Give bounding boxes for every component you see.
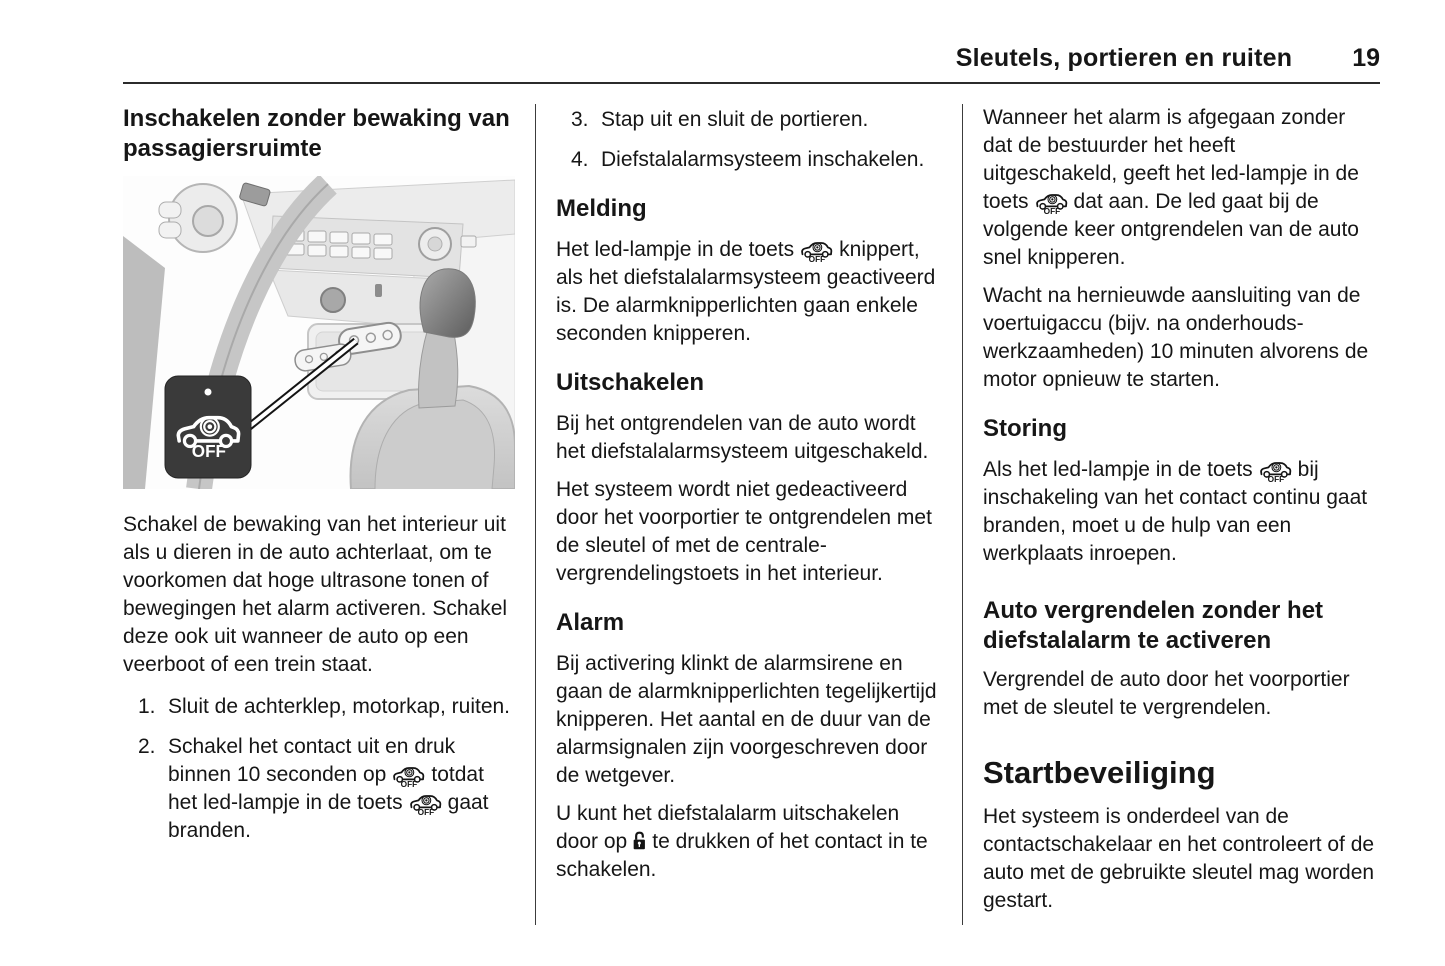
text-segment: te drukken of het contact in te schakelen. xyxy=(556,830,928,881)
car-alarm-off-icon xyxy=(1034,188,1069,215)
list-text: Diefstalalarmsysteem inschakelen. xyxy=(601,148,925,171)
list-text: Sluit de achterklep, motorkap, ruiten. xyxy=(168,695,511,718)
list-number: 1. xyxy=(138,695,156,718)
interior-illustration xyxy=(123,176,515,489)
header-rule xyxy=(123,82,1380,84)
car-alarm-off-icon xyxy=(391,761,426,788)
paragraph-alarm-1 xyxy=(556,650,942,790)
text-segment: Wacht na hernieuwde aansluiting van de voertuigaccu (bijv. na onderhoudswerkzaamheden) 10 minuten alvorens de motor opnieuw te starten. xyxy=(983,284,1369,391)
text-segment: U kunt het diefstalalarm uitschakelen door op xyxy=(556,802,900,853)
text-segment: totdat het led-lampje in de toets xyxy=(168,763,484,814)
alarm-off-button-callout xyxy=(165,376,251,478)
paragraph-uitschakelen-1 xyxy=(556,410,942,466)
gear-knob xyxy=(420,269,475,338)
paragraph-startbeveiliging xyxy=(983,803,1375,915)
text-segment: Bij activering klinkt de alarmsirene en gaan de alarmknipperlichten tegelijkertijd knipperen. Het aantal en de duur van de alarmsignalen zijn voorgeschreven door de wetgever. xyxy=(556,652,937,787)
console-knob xyxy=(321,288,345,312)
page-number: 19 xyxy=(1352,44,1380,72)
wheel-button-upper xyxy=(159,202,181,218)
column-right xyxy=(983,104,1375,925)
subheading-melding: Melding xyxy=(556,195,647,222)
subheading-alarm: Alarm xyxy=(556,609,625,636)
text-segment: Schakel het contact uit en druk binnen 10 seconden op xyxy=(168,735,456,786)
list-item-4 xyxy=(556,146,942,174)
list-item-3 xyxy=(556,106,942,134)
text-segment: Schakel de bewaking van het interieur uit als u dieren in de auto achterlaat, om te voorkomen dat hoge ultrasone tonen of bewegingen het alarm activeren. Schakel deze ook uit wanneer de auto op een veerboot of een trein staat. xyxy=(123,513,508,676)
text-segment: Het systeem wordt niet gedeactiveerd door het voorportier te ontgrendelen met de sleutel of met de centralevergrendelingstoets in het interieur. xyxy=(556,478,932,585)
paragraph-uitschakelen-2 xyxy=(556,476,942,588)
section-heading-vergrendelen: Auto vergrendelen zonder het diefstalalarm te activeren xyxy=(983,597,1324,654)
stack-side-button xyxy=(461,236,476,247)
list-text: Stap uit en sluit de portieren. xyxy=(601,108,869,131)
section-heading-inschakelen: Inschakelen zonder bewaking van passagiersruimte xyxy=(123,105,510,162)
column-left xyxy=(123,104,515,925)
text-segment: Vergrendel de auto door het voorportier met de sleutel te vergrendelen. xyxy=(983,668,1350,719)
text-segment: Wanneer het alarm is afgegaan zonder dat de bestuurder het heeft uitgeschakeld, geeft het led-lampje in de toets xyxy=(983,106,1359,213)
subheading-storing: Storing xyxy=(983,415,1067,442)
paragraph-intro xyxy=(123,511,515,679)
list-number: 4. xyxy=(571,148,589,171)
shifter-stem xyxy=(418,328,457,408)
paragraph-alarm-indicatie xyxy=(983,104,1375,272)
text-segment: bij inschakeling van het contact continu gaat branden, moet u de hulp van een werkplaats inroepen. xyxy=(983,458,1368,565)
usb-port xyxy=(375,284,382,297)
text-segment: Bij het ontgrendelen van de auto wordt het diefstalalarmsysteem uitgeschakeld. xyxy=(556,412,929,463)
text-segment: Het led-lampje in de toets xyxy=(556,238,795,261)
text-segment: Het systeem is onderdeel van de contactschakelaar en het controleert of de auto met de gebruikte sleutel mag worden gestart. xyxy=(983,805,1375,912)
car-alarm-off-icon xyxy=(408,789,443,816)
paragraph-alarm-2 xyxy=(556,800,942,884)
paragraph-vergrendelen xyxy=(983,666,1375,722)
interior-illustration-svg xyxy=(123,176,515,489)
steps-list-middle xyxy=(556,106,942,174)
wheel-control-dial xyxy=(193,206,223,236)
paragraph-storing xyxy=(983,456,1375,568)
list-item-2 xyxy=(123,733,515,845)
column-divider xyxy=(962,104,963,925)
text-segment: gaat branden. xyxy=(168,791,489,842)
climate-knob-center xyxy=(428,237,442,251)
column-middle xyxy=(556,104,942,925)
car-alarm-off-icon xyxy=(799,236,834,263)
unlock-icon xyxy=(632,830,647,851)
chapter-heading-startbeveiliging: Startbeveiliging xyxy=(983,755,1216,790)
list-number: 2. xyxy=(138,735,156,758)
list-text xyxy=(168,733,515,845)
car-alarm-off-icon xyxy=(1258,456,1293,483)
list-item-1 xyxy=(123,693,515,721)
list-number: 3. xyxy=(571,108,589,131)
wheel-button-lower xyxy=(159,222,181,238)
text-segment: knippert, als het diefstalalarmsysteem geactiveerd is. De alarmknipperlichten gaan enkele seconden knipperen. xyxy=(556,238,936,345)
text-segment: Als het led-lampje in de toets xyxy=(983,458,1253,481)
subheading-uitschakelen: Uitschakelen xyxy=(556,369,705,396)
text-segment: dat aan. De led gaat bij de volgende keer ontgrendelen van de auto snel knipperen. xyxy=(983,190,1359,269)
steps-list-left xyxy=(123,693,515,845)
chapter-title: Sleutels, portieren en ruiten xyxy=(955,44,1293,72)
content-columns xyxy=(123,104,1380,925)
page-header xyxy=(123,0,1380,73)
callout-led-dot xyxy=(205,389,212,396)
column-divider xyxy=(535,104,536,925)
paragraph-accu xyxy=(983,282,1375,394)
paragraph-melding xyxy=(556,236,942,348)
